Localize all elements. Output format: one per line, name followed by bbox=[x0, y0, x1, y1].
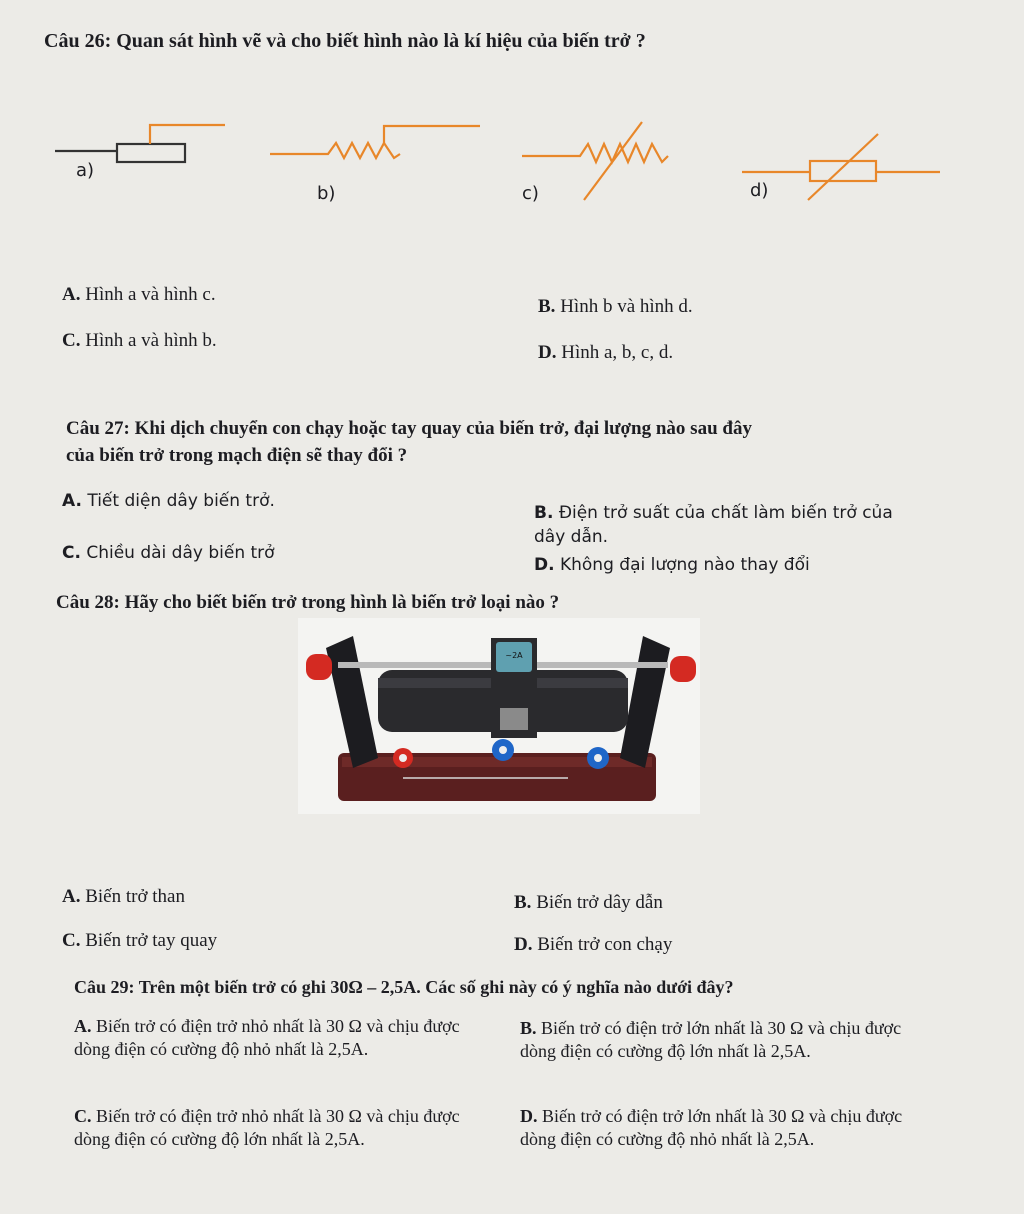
q28-option-d[interactable] bbox=[514, 934, 672, 956]
q28-option-c-text: Biến trở tay quay bbox=[85, 930, 218, 951]
q28-option-a-text: Biến trở than bbox=[85, 886, 185, 907]
q27-option-b-line2: dây dẫn. bbox=[534, 527, 609, 547]
q26-option-c-text: Hình a và hình b. bbox=[85, 330, 217, 351]
q27-option-b[interactable] bbox=[534, 502, 893, 524]
q26-number: Câu 26: bbox=[44, 30, 112, 52]
q29-option-b-key: B. bbox=[520, 1018, 537, 1038]
figure-d-rheostat-symbol bbox=[742, 128, 942, 208]
q29-question: Trên một biến trở có ghi 30Ω – 2,5A. Các số ghi này có ý nghĩa nào dưới đây? bbox=[138, 977, 734, 997]
q27-option-b-text: Điện trở suất của chất làm biến trở của bbox=[558, 503, 893, 523]
q27-title-line2: của biến trở trong mạch điện sẽ thay đổi ? bbox=[66, 445, 408, 466]
q26-option-a-text: Hình a và hình c. bbox=[85, 284, 216, 305]
q26-option-d[interactable] bbox=[538, 342, 673, 364]
q28-option-b-text: Biến trở dây dẫn bbox=[536, 892, 663, 913]
q29-option-c-key: C. bbox=[74, 1106, 92, 1126]
q28-number: Câu 28: bbox=[56, 592, 120, 613]
figure-a-label: a) bbox=[76, 160, 95, 181]
q26-option-c-key: C. bbox=[62, 330, 81, 351]
q28-option-a-key: A. bbox=[62, 886, 81, 907]
q27-title-line1 bbox=[66, 418, 752, 440]
q26-option-b-key: B. bbox=[538, 296, 556, 317]
figure-d-label: d) bbox=[750, 180, 769, 201]
q29-option-b[interactable] bbox=[520, 1017, 905, 1063]
q26-question: Quan sát hình vẽ và cho biết hình nào là kí hiệu của biến trở ? bbox=[116, 30, 646, 52]
q29-option-d-key: D. bbox=[520, 1106, 538, 1126]
q29-number: Câu 29: bbox=[74, 977, 135, 997]
q28-option-c[interactable] bbox=[62, 930, 217, 952]
q27-question-line1: Khi dịch chuyển con chạy hoặc tay quay của biến trở, đại lượng nào sau đây bbox=[134, 418, 752, 439]
q28-option-d-key: D. bbox=[514, 934, 533, 955]
q29-option-a-key: A. bbox=[74, 1016, 92, 1036]
q28-option-d-text: Biến trở con chạy bbox=[537, 934, 673, 955]
q29-option-c-text: Biến trở có điện trở nhỏ nhất là 30 Ω và chịu được dòng điện có cường độ lớn nhất là 2,5A. bbox=[74, 1106, 460, 1149]
figure-b-rheostat-symbol bbox=[270, 118, 490, 178]
q29-option-d[interactable] bbox=[520, 1105, 905, 1151]
figure-c-rheostat-symbol bbox=[522, 118, 702, 208]
q28-option-b-key: B. bbox=[514, 892, 532, 913]
q26-option-b-text: Hình b và hình d. bbox=[560, 296, 693, 317]
q26-option-d-text: Hình a, b, c, d. bbox=[561, 342, 674, 363]
q29-option-a[interactable] bbox=[74, 1015, 484, 1061]
q27-option-a-text: Tiết diện dây biến trở. bbox=[87, 491, 275, 511]
q26-option-c[interactable] bbox=[62, 330, 217, 352]
q27-option-a[interactable] bbox=[62, 490, 275, 512]
q27-option-b-key: B. bbox=[534, 503, 554, 523]
slider-label: ~2A bbox=[505, 651, 523, 660]
q27-option-c-key: C. bbox=[62, 543, 81, 563]
q29-title bbox=[74, 976, 734, 998]
q26-option-b[interactable] bbox=[538, 296, 693, 318]
slider-rheostat-photo bbox=[298, 618, 700, 814]
q27-option-d-text: Không đại lượng nào thay đổi bbox=[559, 555, 810, 575]
q26-option-a-key: A. bbox=[62, 284, 81, 305]
q28-title bbox=[56, 592, 559, 614]
q26-option-d-key: D. bbox=[538, 342, 557, 363]
q27-option-c-text: Chiều dài dây biến trở bbox=[86, 543, 275, 563]
q28-option-c-key: C. bbox=[62, 930, 81, 951]
q28-question: Hãy cho biết biến trở trong hình là biến trở loại nào ? bbox=[124, 592, 560, 613]
q28-option-b[interactable] bbox=[514, 892, 663, 914]
q29-option-d-text: Biến trở có điện trở lớn nhất là 30 Ω và chịu được dòng điện có cường độ nhỏ nhất là 2,5A. bbox=[520, 1106, 903, 1149]
q27-option-d-key: D. bbox=[534, 555, 555, 575]
q27-option-a-key: A. bbox=[62, 491, 82, 511]
q26-option-a[interactable] bbox=[62, 284, 216, 306]
q29-option-c[interactable] bbox=[74, 1105, 484, 1151]
q28-option-a[interactable] bbox=[62, 886, 185, 908]
q29-option-a-text: Biến trở có điện trở nhỏ nhất là 30 Ω và chịu được dòng điện có cường độ nhỏ nhất là 2,5A. bbox=[74, 1016, 460, 1059]
figure-b-label: b) bbox=[317, 183, 336, 204]
q27-number: Câu 27: bbox=[66, 418, 130, 439]
q29-option-b-text: Biến trở có điện trở lớn nhất là 30 Ω và chịu được dòng điện có cường độ lớn nhất là 2,5A. bbox=[520, 1018, 902, 1061]
q27-option-c[interactable] bbox=[62, 542, 275, 564]
q26-title bbox=[44, 30, 646, 52]
figure-c-label: c) bbox=[522, 183, 539, 204]
q27-option-d[interactable] bbox=[534, 554, 810, 576]
